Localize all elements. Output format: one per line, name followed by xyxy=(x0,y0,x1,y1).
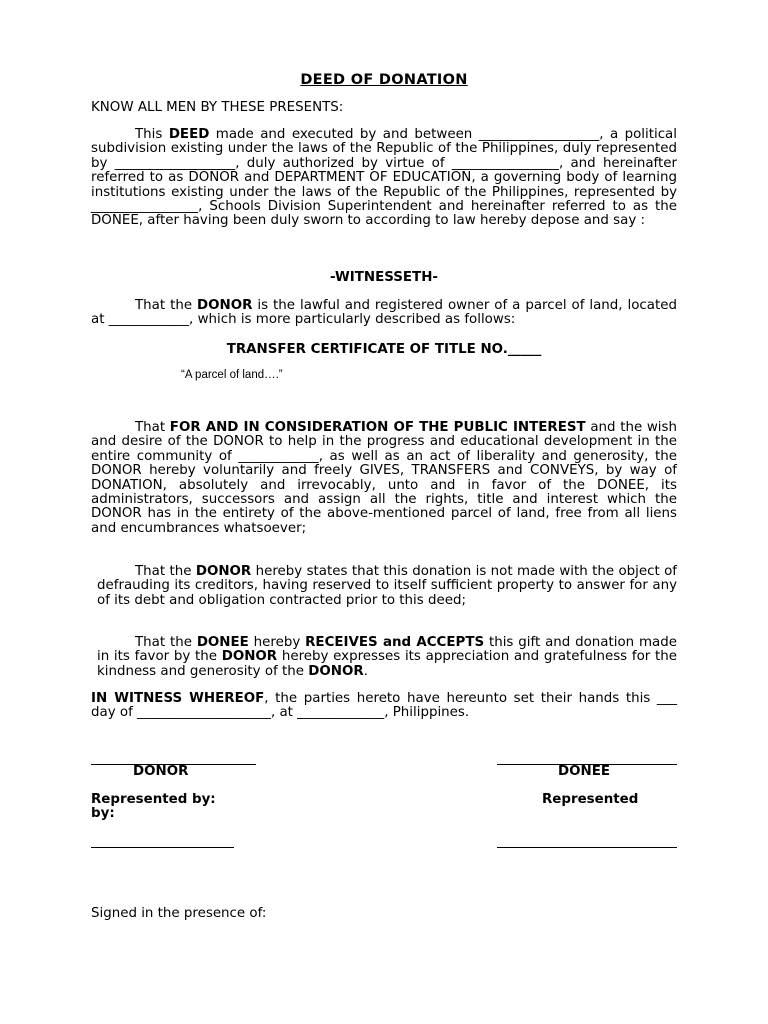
paragraph-consideration: That FOR AND IN CONSIDERATION OF THE PUBLIC INTEREST and the wish and desire of the DONOR to help in the progress and educational development in the entire community of ____________, as well as an act of liberality and generosity, the DONOR hereby voluntarily and freely GIVES, TRANSFERS and CONVEYS, by way of DONATION, absolutely and irrevocably, unto and in favor of the DONEE, its administrators, successors and assign all the rights, title and interest which the DONOR has in the entirety of the above-mentioned parcel of land, free from all liens and encumbrances whatsoever; xyxy=(91,420,677,536)
donee-representative-line xyxy=(497,847,677,848)
paragraph-creditors: That the DONOR hereby states that this donation is not made with the object of defrauding its creditors, having reserved to itself sufficient property to answer for any of its debt and obligation contracted prior to this deed; xyxy=(97,564,677,608)
tct-heading: TRANSFER CERTIFICATE OF TITLE NO._____ xyxy=(226,342,542,357)
document-title: DEED OF DONATION xyxy=(300,72,468,88)
donee-represented-by: Represented xyxy=(542,792,639,807)
paragraph-witness-whereof: IN WITNESS WHEREOF, the parties hereto have hereunto set their hands this ___ day of ____________________, at _____________, Philippines. xyxy=(91,691,677,721)
witnesseth-heading: -WITNESSETH- xyxy=(330,270,438,285)
paragraph-parties: This DEED made and executed by and between __________________, a political subdivision existing under the laws of the Republic of the Philippines, duly represented by __________________, duly authorized by virtue of ________________, and hereinafter referred to as DONOR and DEPARTMENT OF EDUCATION, a governing body of learning institutions existing under the laws of the Republic of the Philippines, represented by ________________, Schools Division Superintendent and hereinafter referred to as the DONEE, after having been duly sworn to according to law hereby depose and say : xyxy=(91,127,677,229)
donee-represented-by-continued: by: xyxy=(91,806,115,821)
donor-represented-by: Represented by: xyxy=(91,792,216,807)
paragraph-acceptance: That the DONEE hereby RECEIVES and ACCEPTS this gift and donation made in its favor by the DONOR hereby expresses its appreciation and gratefulness for the kindness and generosity of the DONOR. xyxy=(97,635,677,679)
paragraph-ownership: That the DONOR is the lawful and registered owner of a parcel of land, located at ____________, which is more particularly described as follows: xyxy=(91,298,677,328)
donee-label: DONEE xyxy=(558,764,610,779)
donor-representative-line xyxy=(91,847,234,848)
witnesses-line: Signed in the presence of: xyxy=(91,906,267,921)
land-description: “A parcel of land….” xyxy=(181,369,283,381)
intro-line: KNOW ALL MEN BY THESE PRESENTS: xyxy=(91,100,344,115)
donor-label: DONOR xyxy=(133,764,189,779)
